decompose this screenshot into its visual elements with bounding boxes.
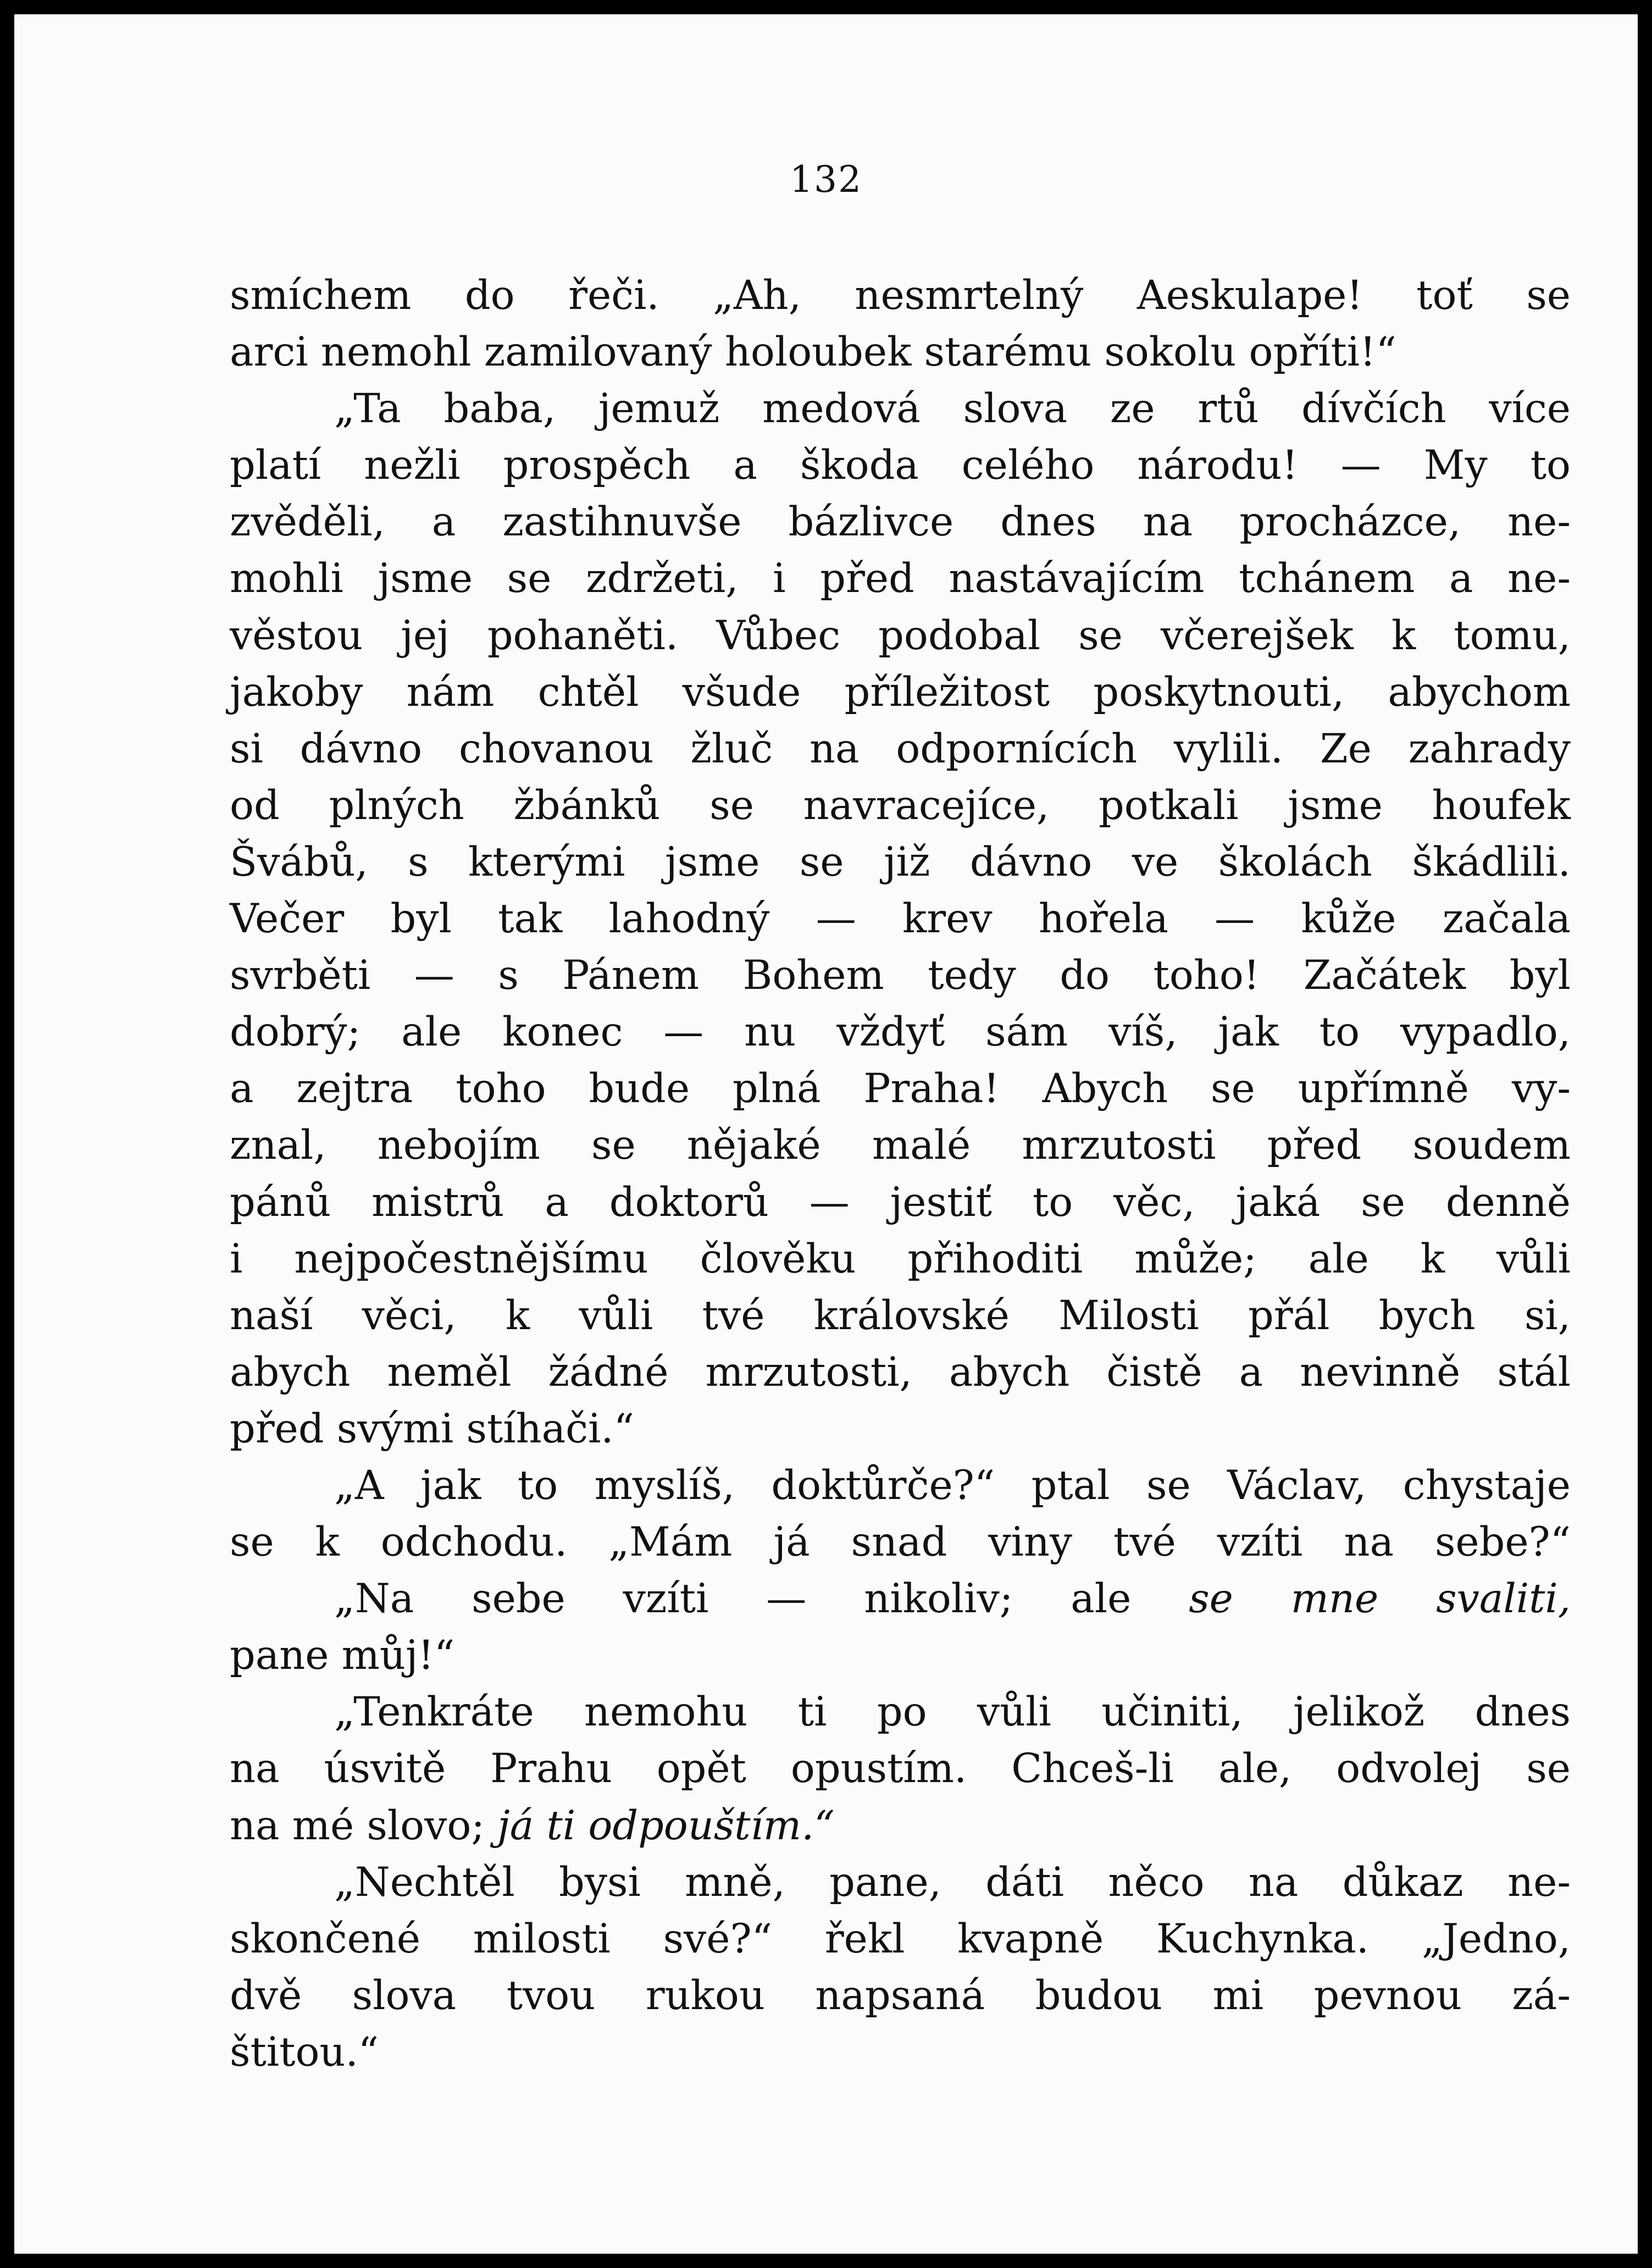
text-line-content: „Ta baba, jemuž medová slova ze rtů dívčích více	[334, 385, 1571, 433]
text-line-content: dobrý; ale konec — nu vždyť sám víš, jak to vypadlo,	[230, 1009, 1571, 1056]
text-line-content: štitou.“	[230, 2028, 379, 2076]
text-line-content: se k odchodu. „Mám já snad viny tvé vzíti na sebe?“	[230, 1519, 1571, 1566]
text-line-content: „Nechtěl bysi mně, pane, dáti něco na důkaz ne-	[334, 1858, 1571, 1906]
text-line-content: dvě slova tvou rukou napsaná budou mi pevnou zá-	[230, 1972, 1571, 2019]
text-line-content: mohli jsme se zdržeti, i před nastávajícím tchánem a ne-	[230, 555, 1571, 602]
text-line-content: platí nežli prospěch a škoda celého národu! — My to	[230, 442, 1571, 489]
text-line-content: na úsvitě Prahu opět opustím. Chceš-li ale, odvolej se	[230, 1745, 1571, 1793]
book-page	[14, 14, 1638, 2254]
text-line-content: zvěděli, a zastihnuvše bázlivce dnes na procházce, ne-	[230, 499, 1571, 546]
text-line	[230, 380, 1571, 437]
text-line	[230, 1684, 1571, 1740]
text-line-content: „Na sebe vzíti — nikoliv; ale	[334, 1575, 1132, 1623]
text-line	[230, 1344, 1571, 1401]
text-line-content: skončené milosti své?“ řekl kvapně Kuchynka. „Jedno,	[230, 1915, 1571, 1962]
text-line	[230, 890, 1571, 947]
text-line	[230, 1967, 1571, 2024]
text-line-content: i nejpočestnějšímu člověku přihoditi může; ale k vůli	[230, 1235, 1571, 1282]
text-line	[230, 1854, 1571, 1911]
text-line-content: „A jak to myslíš, doktůrče?“ ptal se Václav, chystaje	[334, 1462, 1571, 1509]
text-line-content: Večer byl tak lahodný — krev hořela — kůže začala	[230, 895, 1571, 943]
text-line-content: abych neměl žádné mrzutosti, abych čistě a nevinně stál	[230, 1348, 1571, 1396]
text-line	[230, 1570, 1571, 1627]
text-line	[230, 1174, 1571, 1231]
text-line	[230, 1401, 1571, 1457]
text-line	[230, 1004, 1571, 1060]
text-line	[230, 607, 1571, 664]
text-line	[230, 664, 1571, 721]
text-line-content: před svými stíhači.“	[230, 1405, 634, 1452]
text-line	[230, 721, 1571, 777]
text-line-content: věstou jej pohaněti. Vůbec podobal se včerejšek k tomu,	[230, 612, 1571, 659]
text-line	[230, 550, 1571, 607]
text-line	[230, 777, 1571, 834]
text-line	[230, 1117, 1571, 1174]
text-line	[230, 1740, 1571, 1797]
text-line	[230, 1514, 1571, 1570]
text-line	[230, 1231, 1571, 1287]
text-line	[230, 437, 1571, 494]
text-line-content: si dávno chovanou žluč na odpornících vylili. Ze zahrady	[230, 725, 1571, 772]
text-line	[230, 494, 1571, 550]
text-line	[230, 324, 1571, 380]
page-number: 132	[790, 158, 862, 201]
text-line-content: a zejtra toho bude plná Praha! Abych se upřímně vy-	[230, 1065, 1571, 1113]
text-line-content: od plných žbánků se navracejíce, potkali jsme houfek	[230, 782, 1571, 829]
text-line	[230, 834, 1571, 890]
text-line	[230, 947, 1571, 1004]
text-line-content: svrběti — s Pánem Bohem tedy do toho! Začátek byl	[230, 952, 1571, 999]
text-line	[230, 1287, 1571, 1344]
text-line	[230, 1457, 1571, 1514]
text-line-content: smíchem do řeči. „Ah, nesmrtelný Aeskulape! toť se	[230, 272, 1571, 319]
text-line	[230, 1797, 1571, 1854]
text-line-content: na mé slovo;	[230, 1802, 485, 1849]
text-line	[230, 1060, 1571, 1117]
text-line	[230, 1911, 1571, 1967]
text-line-content: pane můj!“	[230, 1632, 455, 1679]
text-line-content: Švábů, s kterými jsme se již dávno ve školách škádlili.	[230, 838, 1571, 886]
text-line	[230, 1627, 1571, 1684]
text-line	[230, 2024, 1571, 2081]
text-line-content: naší věci, k vůli tvé královské Milosti přál bych si,	[230, 1292, 1571, 1339]
text-line-content: arci nemohl zamilovaný holoubek starému sokolu opříti!“	[230, 329, 1396, 376]
text-line-italic: já ti odpouštím.“	[497, 1802, 835, 1849]
text-line-content: jakoby nám chtěl všude příležitost poskytnouti, abychom	[230, 668, 1571, 716]
body-text	[230, 267, 1571, 2081]
text-line-content: znal, nebojím se nějaké malé mrzutosti před soudem	[230, 1122, 1571, 1169]
text-line	[230, 267, 1571, 324]
text-line-italic: se mne svaliti,	[1189, 1575, 1571, 1623]
text-line-content: „Tenkráte nemohu ti po vůli učiniti, jelikož dnes	[334, 1689, 1571, 1736]
text-line-content: pánů mistrů a doktorů — jestiť to věc, jaká se denně	[230, 1179, 1571, 1226]
